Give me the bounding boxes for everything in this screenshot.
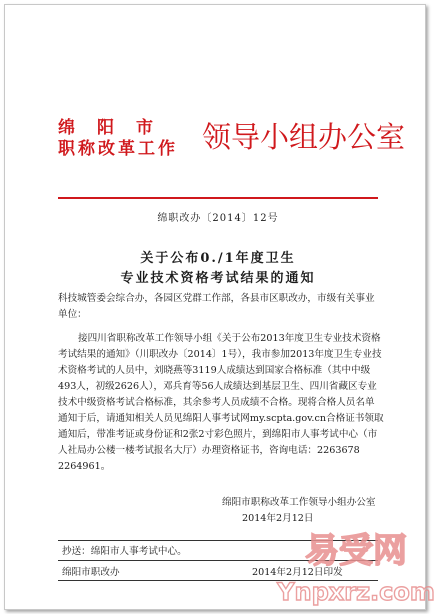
header-org-line1: 绵阳市 bbox=[58, 118, 175, 138]
signature-date: 2014年2月12日 bbox=[242, 513, 314, 524]
cc-line: 抄送：绵阳市人事考试中心。 bbox=[62, 546, 187, 557]
document-title-line2: 专业技术资格考试结果的通知 bbox=[120, 271, 316, 286]
body-paragraph: 接四川省职称改革工作领导小组《关于公布2013年度卫生专业技术资格考试结果的通知》（川职改办〔2014〕1号），我市参加2013年度卫生专业技术资格考试的人员中，刘晓燕等3119人成绩达到国家合格标准（其中中级493人，初级2626人），邓兵育等56人成绩达到基层卫生、四川省藏区专业技术中级资格考试合格标准，其余参考人员成绩不合格。现将合格人员名单通知于后，请通知相关人员见绵阳人事考试网my.scpta.gov.cn合格证书领取通知后，带准考证或身份证和2张2寸彩色照片，到绵阳市人事考试中心（市人社局办公楼一楼考试报名大厅）办理资格证书，咨询电话：2263678 2264961。 bbox=[58, 333, 384, 472]
issuer: 绵阳市职改办 bbox=[62, 567, 120, 578]
header-org bbox=[58, 118, 178, 160]
issue-date: 2014年2月12日印发 bbox=[252, 567, 343, 578]
footer-rule-bottom bbox=[58, 580, 378, 581]
header-org-line2: 职称改革工作 bbox=[58, 139, 178, 159]
document-title-line1: 关于公布0./1年度卫生 bbox=[140, 251, 296, 266]
watermark-text-url: Ynpxrz.com bbox=[277, 578, 435, 606]
document-number: 绵职改办〔2014〕12号 bbox=[157, 213, 279, 224]
watermark-text-cn: 易受网 bbox=[305, 531, 407, 571]
footer-rule-top bbox=[58, 540, 378, 541]
signature-org: 绵阳市职称改革工作领导小组办公室 bbox=[222, 497, 376, 508]
header-office: 领导小组办公室 bbox=[202, 120, 406, 154]
footer-rule-middle bbox=[58, 560, 378, 561]
header-red-rule bbox=[58, 197, 378, 199]
addressee: 科技城管委会综合办，各园区党群工作部，各县市区职改办，市级有关事业单位： bbox=[58, 293, 375, 320]
